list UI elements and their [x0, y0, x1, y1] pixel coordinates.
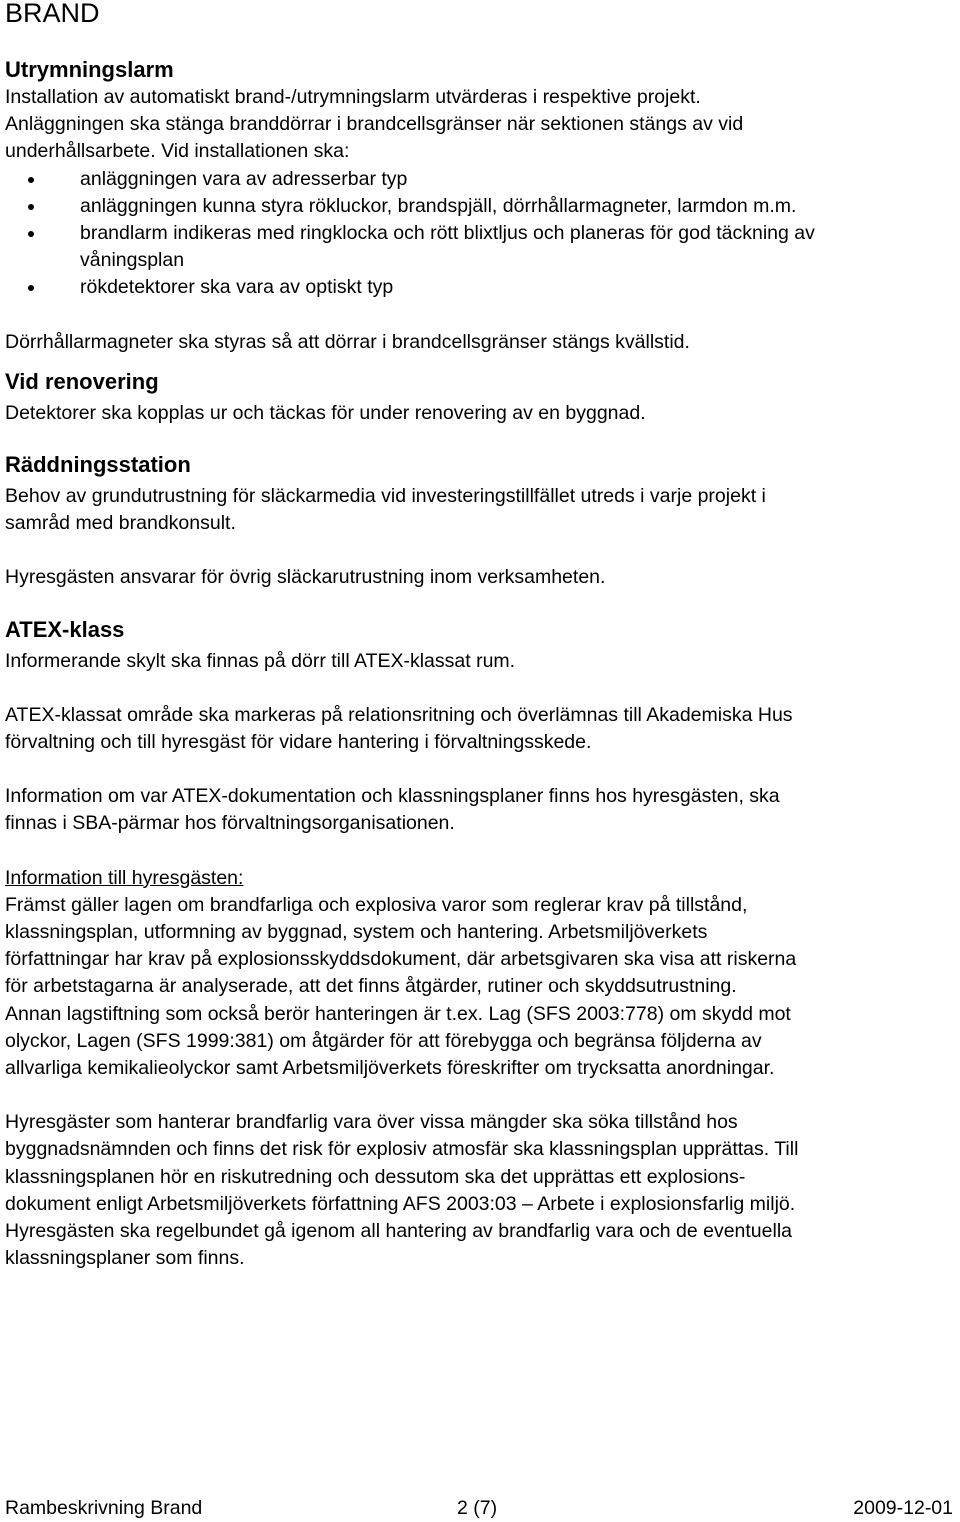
paragraph-line: Hyresgäster som hanterar brandfarlig vara över vissa mängder ska söka tillstånd hos [5, 1111, 738, 1134]
info-heading: Information till hyresgästen: [5, 866, 244, 889]
paragraph-line: Hyresgästen ska regelbundet gå igenom all hantering av brandfarlig vara och de eventuella [5, 1220, 792, 1243]
paragraph-line: Främst gäller lagen om brandfarliga och explosiva varor som reglerar krav på tillstånd, [5, 893, 748, 916]
paragraph-line: författningar har krav på explosionsskyddsdokument, där arbetsgivaren ska visa att riskerna [5, 948, 797, 971]
page-footer [5, 1494, 953, 1522]
paragraph-line: för arbetstagarna är analyserade, att det finns åtgärder, rutiner och skyddsutrustning. [5, 975, 737, 998]
paragraph-line: samråd med brandkonsult. [5, 512, 236, 535]
list-item-text: brandlarm indikeras med ringklocka och rött blixtljus och planeras för god täckning av [80, 222, 815, 245]
list-item-text: anläggningen kunna styra rökluckor, brandspjäll, dörrhållarmagneter, larmdon m.m. [80, 194, 797, 217]
list-item [5, 193, 955, 220]
list-item-text: anläggningen vara av adresserbar typ [80, 167, 408, 190]
bullet-icon [28, 204, 34, 210]
list-item-continuation [5, 247, 955, 274]
paragraph-line: underhållsarbete. Vid installationen ska: [5, 140, 350, 163]
paragraph-line: finnas i SBA-pärmar hos förvaltningsorganisationen. [5, 812, 455, 835]
paragraph-line: allvarliga kemikalieolyckor samt Arbetsmiljöverkets föreskrifter om trycksatta anordningar. [5, 1057, 775, 1080]
paragraph-line: klassningsplan, utformning av byggnad, system och hantering. Arbetsmiljöverkets [5, 921, 708, 944]
document-title: BRAND [5, 0, 100, 28]
paragraph-line: Annan lagstiftning som också berör hanteringen är t.ex. Lag (SFS 2003:778) om skydd mot [5, 1002, 791, 1025]
paragraph-line: Hyresgästen ansvarar för övrig släckarutrustning inom verksamheten. [5, 566, 606, 589]
renovering-text: Detektorer ska kopplas ur och täckas för under renovering av en byggnad. [5, 401, 646, 424]
footer-page-number: 2 (7) [457, 1497, 498, 1519]
list-item [5, 220, 955, 247]
door-note: Dörrhållarmagneter ska styras så att dörrar i brandcellsgränser stängs kvällstid. [5, 330, 690, 353]
bullet-icon [28, 231, 34, 237]
paragraph-line: klassningsplanen hör en riskutredning och dessutom ska det upprättas ett explosions- [5, 1165, 746, 1188]
paragraph-line: förvaltning och till hyresgäst för vidare hantering i förvaltningsskede. [5, 731, 592, 754]
paragraph-line: klassningsplaner som finns. [5, 1247, 245, 1270]
paragraph-line: Informerande skylt ska finnas på dörr till ATEX-klassat rum. [5, 649, 516, 672]
paragraph-line: Information om var ATEX-dokumentation och klassningsplaner finns hos hyresgästen, ska [5, 785, 780, 808]
paragraph-line: Anläggningen ska stänga branddörrar i brandcellsgränser när sektionen stängs av vid [5, 113, 744, 136]
paragraph-line: byggnadsnämnden och finns det risk för explosiv atmosfär ska klassningsplan upprättas. Till [5, 1138, 799, 1161]
paragraph-line: Installation av automatiskt brand-/utrymningslarm utvärderas i respektive projekt. [5, 86, 701, 108]
bullet-icon [28, 177, 34, 183]
heading-utrymningslarm: Utrymningslarm [5, 57, 174, 82]
footer-date: 2009-12-01 [853, 1497, 953, 1519]
paragraph-line: ATEX-klassat område ska markeras på relationsritning och överlämnas till Akademiska Hus [5, 703, 793, 726]
footer-document-name: Rambeskrivning Brand [5, 1497, 203, 1519]
bullet-icon [28, 285, 34, 291]
document-page [5, 0, 955, 1273]
requirements-list [5, 166, 955, 302]
list-item [5, 274, 955, 301]
paragraph-line: dokument enligt Arbetsmiljöverkets författning AFS 2003:03 – Arbete i explosionsfarlig miljö. [5, 1192, 796, 1215]
list-item [5, 166, 955, 193]
heading-raddningsstation: Räddningsstation [5, 452, 191, 478]
list-item-text: våningsplan [80, 249, 185, 272]
list-item-text: rökdetektorer ska vara av optiskt typ [80, 276, 394, 299]
heading-renovering: Vid renovering [5, 368, 159, 394]
paragraph-line: Behov av grundutrustning för släckarmedia vid investeringstillfället utreds i varje projekt i [5, 485, 766, 508]
paragraph-line: olyckor, Lagen (SFS 1999:381) om åtgärder för att förebygga och begränsa följderna av [5, 1029, 762, 1052]
heading-atex: ATEX-klass [5, 616, 125, 642]
